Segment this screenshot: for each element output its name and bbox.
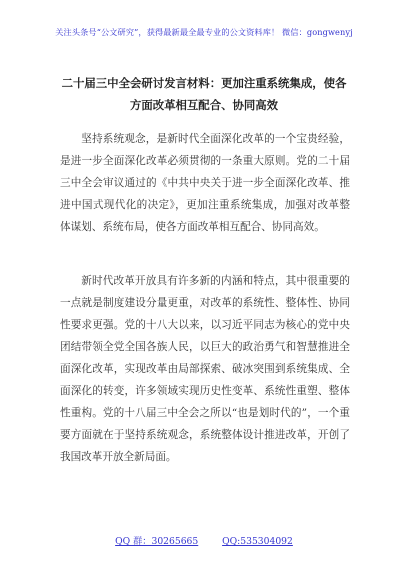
qq-group-link[interactable]: QQ 群：30265665 <box>115 536 199 547</box>
promo-header-link[interactable]: 关注头条号“公文研究”，获得最新最全最专业的公文资料库！ 微信：gongwenyj <box>55 27 353 37</box>
title-line-2: 方面改革相互配合、协同高效 <box>129 98 279 112</box>
title-line-1: 二十届三中全会研讨发言材料：更加注重系统集成，使各 <box>61 76 347 90</box>
body-paragraph-1 <box>60 128 350 238</box>
body-paragraph-2 <box>60 270 350 468</box>
paragraph-2-text: 新时代改革开放具有许多新的内涵和特点，其中很重要的一点就是制度建设分量更重，对改革的系统性、整体性、协同性要求更强。党的十八大以来，以习近平同志为核心的党中央团结带领全党全国各族人民，以巨大的政治勇气和智慧推进全面深化改革，实现改革由局部探索、破冰突围到系统集成、全面深化的转变，许多领域实现历史性变革、系统性重塑、整体性重构。党的十八届三中全会之所以“也是划时代的”，一个重要方面就在于坚持系统观念，系统整体设计推进改革，开创了我国改革开放全新局面。 <box>60 275 350 463</box>
qq-link[interactable]: QQ:535304092 <box>222 536 293 547</box>
document-title <box>48 72 360 116</box>
footer-contact <box>0 533 408 547</box>
paragraph-1-text: 坚持系统观念，是新时代全面深化改革的一个宝贵经验，是进一步全面深化改革必须贯彻的一条重大原则。党的二十届三中全会审议通过的《中共中央关于进一步全面深化改革、推进中国式现代化的决定》，更加注重系统集成，加强对改革整体谋划、系统布局，使各方面改革相互配合、协同高效。 <box>60 133 350 233</box>
